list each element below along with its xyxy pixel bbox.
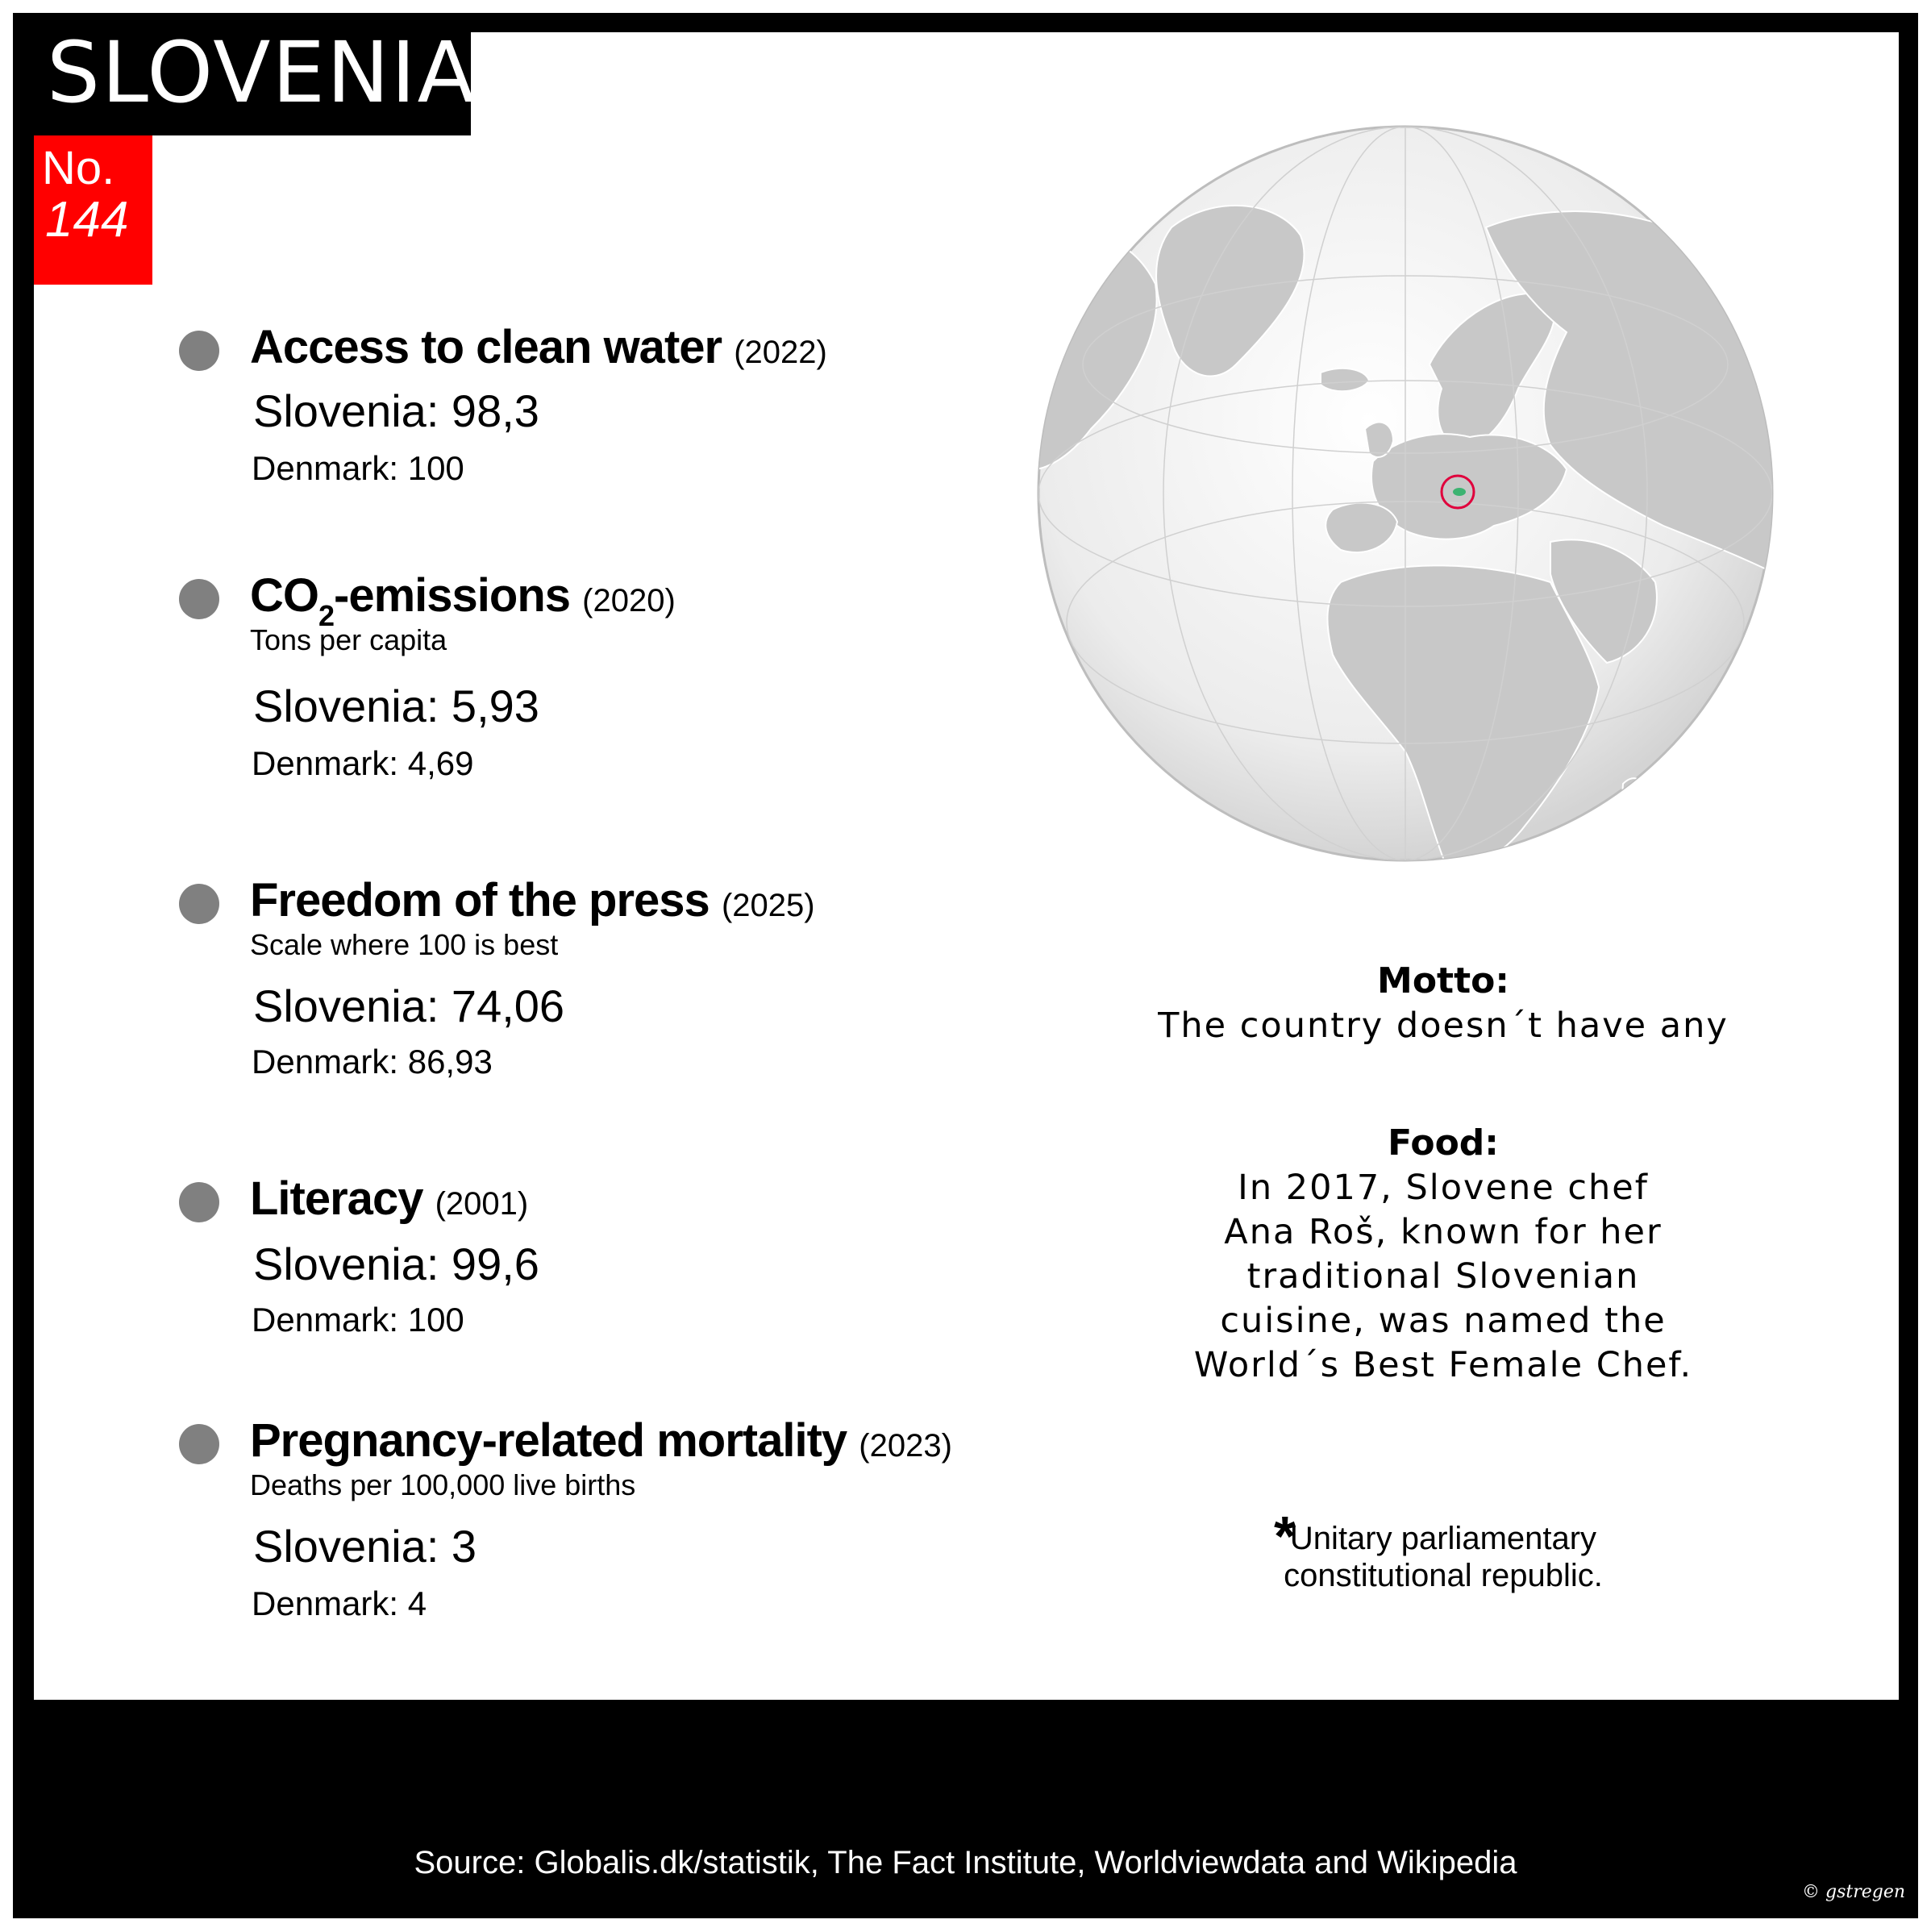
bullet-icon (179, 1182, 219, 1222)
country-title: SLOVENIA (47, 23, 477, 122)
stat-unit: Scale where 100 is best (250, 928, 559, 961)
stat-denmark-value: Denmark: 4 (252, 1584, 427, 1622)
stat-title: Literacy (2001) (250, 1172, 529, 1225)
stat-slovenia-value: Slovenia: 3 (253, 1521, 477, 1572)
food-section (1113, 1122, 1774, 1388)
stat-title: Access to clean water (2022) (250, 321, 827, 373)
food-line: traditional Slovenian (1246, 1256, 1640, 1297)
bullet-icon (179, 579, 219, 619)
stat-year: (2001) (435, 1186, 529, 1222)
rank-badge (34, 135, 152, 285)
stat-year: (2022) (734, 335, 827, 370)
globe-map (1034, 123, 1776, 864)
rank-number: 144 (45, 192, 129, 248)
government-type (1258, 1520, 1629, 1594)
stat-title: Freedom of the press (2025) (250, 874, 815, 926)
stat-denmark-value: Denmark: 4,69 (252, 744, 474, 782)
stat-denmark-value: Denmark: 100 (252, 1301, 464, 1339)
food-heading: Food: (1388, 1122, 1499, 1164)
stat-year: (2023) (859, 1428, 952, 1464)
source-credit: Source: Globalis.dk/statistik, The Fact Institute, Worldviewdata and Wikipedia (414, 1845, 1517, 1880)
stat-denmark-value: Denmark: 86,93 (252, 1043, 493, 1081)
bullet-icon (179, 1424, 219, 1464)
stat-denmark-value: Denmark: 100 (252, 449, 464, 487)
bullet-icon (179, 884, 219, 924)
motto-section (1113, 960, 1774, 1048)
stat-title: Pregnancy-related mortality (2023) (250, 1414, 952, 1467)
food-line: cuisine, was named the (1220, 1301, 1667, 1341)
stat-unit: Tons per capita (250, 623, 447, 656)
bullet-icon (179, 331, 219, 371)
stat-slovenia-value: Slovenia: 98,3 (253, 385, 539, 436)
rank-label: No. (42, 142, 115, 194)
title-box (15, 15, 477, 135)
motto-text: The country doesn´t have any (1158, 1006, 1729, 1046)
stat-unit: Deaths per 100,000 live births (250, 1468, 636, 1501)
stat-year: (2020) (582, 583, 676, 618)
food-line: World´s Best Female Chef. (1193, 1345, 1693, 1385)
globe-icon (1034, 123, 1776, 864)
stat-year: (2025) (721, 888, 815, 923)
stat-slovenia-value: Slovenia: 74,06 (253, 981, 565, 1031)
stat-title: $CO_2$-emissions (2020) (250, 569, 676, 632)
food-line: In 2017, Slovene chef (1238, 1168, 1649, 1208)
government-line: constitutional republic. (1284, 1558, 1603, 1593)
stat-slovenia-value: Slovenia: 5,93 (253, 681, 539, 731)
food-line: Ana Roš, known for her (1224, 1212, 1663, 1252)
author-signature: © gstregen (1802, 1882, 1906, 1902)
slovenia-shape (1453, 488, 1466, 496)
asterisk-mark: * (1274, 1505, 1296, 1568)
motto-heading: Motto: (1377, 960, 1509, 1001)
government-line: Unitary parliamentary (1289, 1521, 1597, 1556)
stat-slovenia-value: Slovenia: 99,6 (253, 1239, 539, 1289)
